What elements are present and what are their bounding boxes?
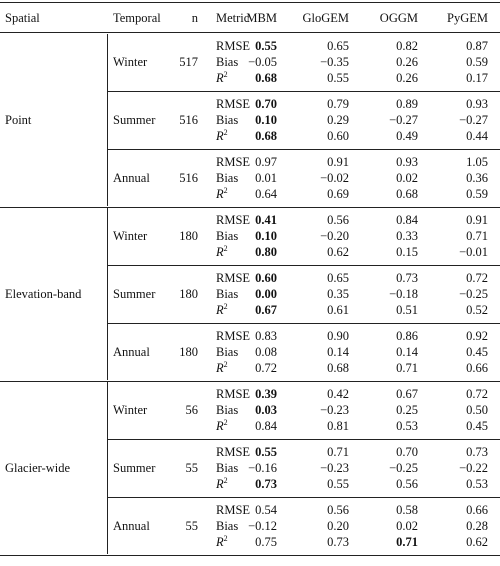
value-cell: 0.59: [466, 55, 488, 69]
value-cell: 0.91: [327, 155, 349, 169]
r-superscript: 2: [223, 417, 228, 427]
value-cell: −0.02: [320, 171, 349, 185]
r-symbol: R: [216, 419, 224, 433]
value-cell: 0.55: [327, 477, 349, 491]
value-cell: 0.02: [396, 171, 418, 185]
spatial-label: Elevation-band: [5, 287, 82, 301]
header-spatial: Spatial: [5, 11, 40, 25]
value-cell: 0.64: [255, 187, 277, 201]
value-cell: 0.14: [396, 345, 418, 359]
metric-label: RMSE: [216, 155, 251, 169]
value-cell: −0.05: [248, 55, 277, 69]
group-divider: [107, 208, 108, 380]
value-cell: 0.82: [396, 39, 418, 53]
r-symbol: R: [216, 361, 224, 375]
temporal-label: Annual: [113, 171, 150, 185]
r-superscript: 2: [223, 359, 228, 369]
value-cell: 0.68: [255, 129, 277, 143]
r-symbol: R: [216, 535, 224, 549]
group-divider: [107, 34, 108, 206]
metric-label: RMSE: [216, 39, 251, 53]
r-superscript: 2: [223, 475, 228, 485]
temporal-label: Annual: [113, 345, 150, 359]
value-cell: −0.25: [389, 461, 418, 475]
value-cell: 0.54: [255, 503, 277, 517]
value-cell: 0.73: [466, 445, 488, 459]
block-rule: [107, 323, 500, 324]
metric-label: RMSE: [216, 445, 251, 459]
header-rule: [0, 32, 500, 33]
value-cell: 0.70: [396, 445, 418, 459]
metric-label: Bias: [216, 287, 239, 301]
value-cell: 0.56: [327, 503, 349, 517]
value-cell: 0.92: [466, 329, 488, 343]
value-cell: 0.81: [327, 419, 349, 433]
value-cell: 0.97: [255, 155, 277, 169]
header-oggm: OGGM: [379, 11, 418, 25]
value-cell: 0.26: [396, 55, 418, 69]
value-cell: 0.80: [255, 245, 277, 259]
value-cell: 0.68: [396, 187, 418, 201]
value-cell: 0.65: [327, 39, 349, 53]
metric-label-r2: [216, 70, 228, 86]
value-cell: 0.14: [327, 345, 349, 359]
value-cell: 0.62: [327, 245, 349, 259]
metric-label-r2: [216, 360, 228, 376]
value-cell: 0.71: [466, 229, 488, 243]
value-cell: 0.28: [466, 519, 488, 533]
value-cell: 0.60: [327, 129, 349, 143]
metric-label: Bias: [216, 55, 239, 69]
metric-label-r2: [216, 186, 228, 202]
value-cell: −0.23: [320, 403, 349, 417]
value-cell: 0.79: [327, 97, 349, 111]
value-cell: 0.10: [255, 229, 277, 243]
sample-count: 516: [179, 113, 198, 127]
value-cell: 0.55: [255, 445, 277, 459]
block-rule: [107, 91, 500, 92]
value-cell: 0.68: [255, 71, 277, 85]
value-cell: 0.45: [466, 345, 488, 359]
value-cell: −0.22: [459, 461, 488, 475]
temporal-label: Summer: [113, 287, 156, 301]
value-cell: 0.02: [396, 519, 418, 533]
r-symbol: R: [216, 303, 224, 317]
value-cell: 0.56: [396, 477, 418, 491]
value-cell: 0.73: [327, 535, 349, 549]
value-cell: 0.52: [466, 303, 488, 317]
metric-label: RMSE: [216, 329, 251, 343]
value-cell: 0.17: [466, 71, 488, 85]
block-rule: [107, 149, 500, 150]
value-cell: −0.27: [459, 113, 488, 127]
sample-count: 55: [185, 519, 198, 533]
header-metric: Metric: [216, 11, 250, 25]
value-cell: 0.41: [255, 213, 277, 227]
metric-label: Bias: [216, 229, 239, 243]
r-symbol: R: [216, 187, 224, 201]
metric-label: Bias: [216, 519, 239, 533]
temporal-label: Annual: [113, 519, 150, 533]
value-cell: 0.50: [466, 403, 488, 417]
value-cell: −0.23: [320, 461, 349, 475]
value-cell: 0.45: [466, 419, 488, 433]
top-rule: [0, 2, 500, 3]
sample-count: 180: [179, 345, 198, 359]
value-cell: 0.71: [327, 445, 349, 459]
r-superscript: 2: [223, 69, 228, 79]
metric-label: Bias: [216, 403, 239, 417]
value-cell: −0.20: [320, 229, 349, 243]
value-cell: −0.35: [320, 55, 349, 69]
value-cell: 0.55: [327, 71, 349, 85]
value-cell: 0.84: [255, 419, 277, 433]
metric-label: Bias: [216, 461, 239, 475]
value-cell: 0.01: [255, 171, 277, 185]
value-cell: 0.91: [466, 213, 488, 227]
value-cell: 0.33: [396, 229, 418, 243]
sample-count: 517: [179, 55, 198, 69]
value-cell: 0.53: [396, 419, 418, 433]
block-rule: [107, 439, 500, 440]
block-rule: [107, 497, 500, 498]
value-cell: 0.00: [255, 287, 277, 301]
spatial-label: Glacier-wide: [5, 461, 70, 475]
value-cell: 0.36: [466, 171, 488, 185]
value-cell: 0.56: [327, 213, 349, 227]
value-cell: 0.61: [327, 303, 349, 317]
temporal-label: Winter: [113, 403, 148, 417]
value-cell: −0.12: [248, 519, 277, 533]
metric-label-r2: [216, 534, 228, 550]
value-cell: 0.75: [255, 535, 277, 549]
value-cell: 0.55: [255, 39, 277, 53]
metric-label: RMSE: [216, 271, 251, 285]
value-cell: 0.72: [466, 387, 488, 401]
header-n: n: [191, 11, 198, 25]
value-cell: 0.68: [327, 361, 349, 375]
metric-label: Bias: [216, 113, 239, 127]
metric-label: RMSE: [216, 503, 251, 517]
metric-label: RMSE: [216, 387, 251, 401]
temporal-label: Winter: [113, 229, 148, 243]
value-cell: 0.87: [466, 39, 488, 53]
value-cell: 0.71: [396, 535, 418, 549]
group-rule: [0, 555, 500, 556]
metric-label: Bias: [216, 171, 239, 185]
value-cell: 0.83: [255, 329, 277, 343]
value-cell: 0.67: [255, 303, 277, 317]
r-superscript: 2: [223, 301, 228, 311]
value-cell: 0.44: [466, 129, 488, 143]
value-cell: 0.66: [466, 361, 488, 375]
value-cell: 0.29: [327, 113, 349, 127]
value-cell: 0.70: [255, 97, 277, 111]
r-superscript: 2: [223, 533, 228, 543]
value-cell: 0.20: [327, 519, 349, 533]
value-cell: 0.60: [255, 271, 277, 285]
sample-count: 180: [179, 287, 198, 301]
value-cell: −0.27: [389, 113, 418, 127]
value-cell: 0.58: [396, 503, 418, 517]
value-cell: 0.69: [327, 187, 349, 201]
r-symbol: R: [216, 477, 224, 491]
value-cell: 0.65: [327, 271, 349, 285]
value-cell: 0.72: [466, 271, 488, 285]
r-superscript: 2: [223, 127, 228, 137]
value-cell: 0.89: [396, 97, 418, 111]
value-cell: 0.39: [255, 387, 277, 401]
value-cell: 0.86: [396, 329, 418, 343]
value-cell: 0.42: [327, 387, 349, 401]
metric-label: Bias: [216, 345, 239, 359]
value-cell: 0.73: [396, 271, 418, 285]
sample-count: 516: [179, 171, 198, 185]
value-cell: 0.93: [466, 97, 488, 111]
temporal-label: Summer: [113, 113, 156, 127]
metric-label-r2: [216, 302, 228, 318]
value-cell: 0.73: [255, 477, 277, 491]
metric-label: RMSE: [216, 97, 251, 111]
header-glogem: GloGEM: [302, 11, 349, 25]
sample-count: 55: [185, 461, 198, 475]
value-cell: 0.51: [396, 303, 418, 317]
value-cell: 0.66: [466, 503, 488, 517]
value-cell: 0.93: [396, 155, 418, 169]
r-superscript: 2: [223, 185, 228, 195]
value-cell: −0.25: [459, 287, 488, 301]
metric-label-r2: [216, 128, 228, 144]
value-cell: 0.72: [255, 361, 277, 375]
temporal-label: Summer: [113, 461, 156, 475]
group-rule: [0, 381, 500, 382]
value-cell: 0.49: [396, 129, 418, 143]
value-cell: 0.35: [327, 287, 349, 301]
value-cell: 0.59: [466, 187, 488, 201]
block-rule: [107, 265, 500, 266]
metric-label-r2: [216, 476, 228, 492]
value-cell: 0.53: [466, 477, 488, 491]
header-temporal: Temporal: [113, 11, 161, 25]
value-cell: 0.10: [255, 113, 277, 127]
value-cell: 1.05: [466, 155, 488, 169]
r-superscript: 2: [223, 243, 228, 253]
value-cell: 0.67: [396, 387, 418, 401]
value-cell: −0.01: [459, 245, 488, 259]
value-cell: 0.90: [327, 329, 349, 343]
temporal-label: Winter: [113, 55, 148, 69]
value-cell: −0.18: [389, 287, 418, 301]
value-cell: 0.03: [255, 403, 277, 417]
metric-label: RMSE: [216, 213, 251, 227]
value-cell: 0.26: [396, 71, 418, 85]
value-cell: −0.16: [248, 461, 277, 475]
header-mbm: MBM: [246, 11, 277, 25]
value-cell: 0.25: [396, 403, 418, 417]
sample-count: 180: [179, 229, 198, 243]
value-cell: 0.08: [255, 345, 277, 359]
group-divider: [107, 382, 108, 554]
value-cell: 0.71: [396, 361, 418, 375]
metric-label-r2: [216, 244, 228, 260]
spatial-label: Point: [5, 113, 32, 127]
r-symbol: R: [216, 129, 224, 143]
r-symbol: R: [216, 245, 224, 259]
value-cell: 0.15: [396, 245, 418, 259]
header-pygem: PyGEM: [447, 11, 488, 25]
value-cell: 0.62: [466, 535, 488, 549]
r-symbol: R: [216, 71, 224, 85]
group-rule: [0, 207, 500, 208]
metric-label-r2: [216, 418, 228, 434]
value-cell: 0.84: [396, 213, 418, 227]
sample-count: 56: [185, 403, 198, 417]
